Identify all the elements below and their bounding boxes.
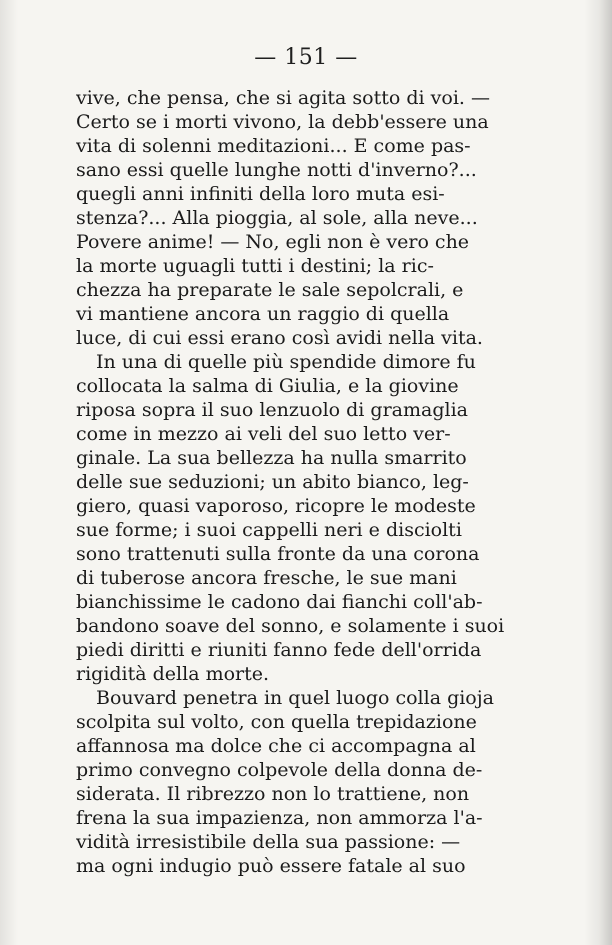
text-line: stenza?... Alla pioggia, al sole, alla neve... <box>76 207 478 229</box>
text-line: scolpita sul volto, con quella trepidazione <box>76 711 477 733</box>
text-line: piedi diritti e riuniti fanno fede dell'orrida <box>76 639 482 661</box>
text-line: chezza ha preparate le sale sepolcrali, e <box>76 279 464 301</box>
text-line: bandono soave del sonno, e solamente i suoi <box>76 615 505 637</box>
text-line: quegli anni infiniti della loro muta esi- <box>76 183 445 205</box>
gutter-shadow <box>0 0 18 945</box>
text-line: come in mezzo ai veli del suo letto ver- <box>76 423 451 445</box>
text-line: vidità irresistibile della sua passione: — <box>76 831 461 853</box>
text-line: ma ogni indugio può essere fatale al suo <box>76 855 466 877</box>
text-line: siderata. Il ribrezzo non lo trattiene, non <box>76 783 470 805</box>
paragraph-start-line: Bouvard penetra in quel luogo colla gioja <box>96 687 494 709</box>
text-line: sano essi quelle lunghe notti d'inverno?... <box>76 159 477 181</box>
text-line: rigidità della morte. <box>76 663 270 685</box>
text-line: vi mantiene ancora un raggio di quella <box>76 303 450 325</box>
text-line: frena la sua impazienza, non ammorza l'a- <box>76 807 483 829</box>
text-line: delle sue seduzioni; un abito bianco, leg- <box>76 471 469 493</box>
text-line: giero, quasi vaporoso, ricopre le modeste <box>76 495 476 517</box>
text-line: Certo se i morti vivono, la debb'essere una <box>76 111 489 133</box>
body-text <box>76 86 514 878</box>
text-line: Povere anime! — No, egli non è vero che <box>76 231 470 253</box>
paragraph-start-line: In una di quelle più spendide dimore fu <box>96 351 476 373</box>
text-line: collocata la salma di Giulia, e la giovine <box>76 375 459 397</box>
page-number: — 151 — <box>254 45 358 70</box>
text-line: ginale. La sua bellezza ha nulla smarrito <box>76 447 467 469</box>
text-line: sue forme; i suoi cappelli neri e disciolti <box>76 519 462 541</box>
text-line: di tuberose ancora fresche, le sue mani <box>76 567 457 589</box>
text-line: primo convegno colpevole della donna de- <box>76 759 483 781</box>
edge-shadow <box>584 0 612 945</box>
text-line: luce, di cui essi erano così avidi nella vita. <box>76 327 483 349</box>
text-line: bianchissime le cadono dai fianchi coll'ab- <box>76 591 483 613</box>
text-line: vive, che pensa, che si agita sotto di voi. — <box>76 87 490 109</box>
text-line: affannosa ma dolce che ci accompagna al <box>76 735 476 757</box>
text-line: sono trattenuti sulla fronte da una corona <box>76 543 480 565</box>
text-line: vita di solenni meditazioni... E come pas- <box>76 135 471 157</box>
text-line: la morte uguagli tutti i destini; la ric- <box>76 255 434 277</box>
text-line: riposa sopra il suo lenzuolo di gramaglia <box>76 399 468 421</box>
